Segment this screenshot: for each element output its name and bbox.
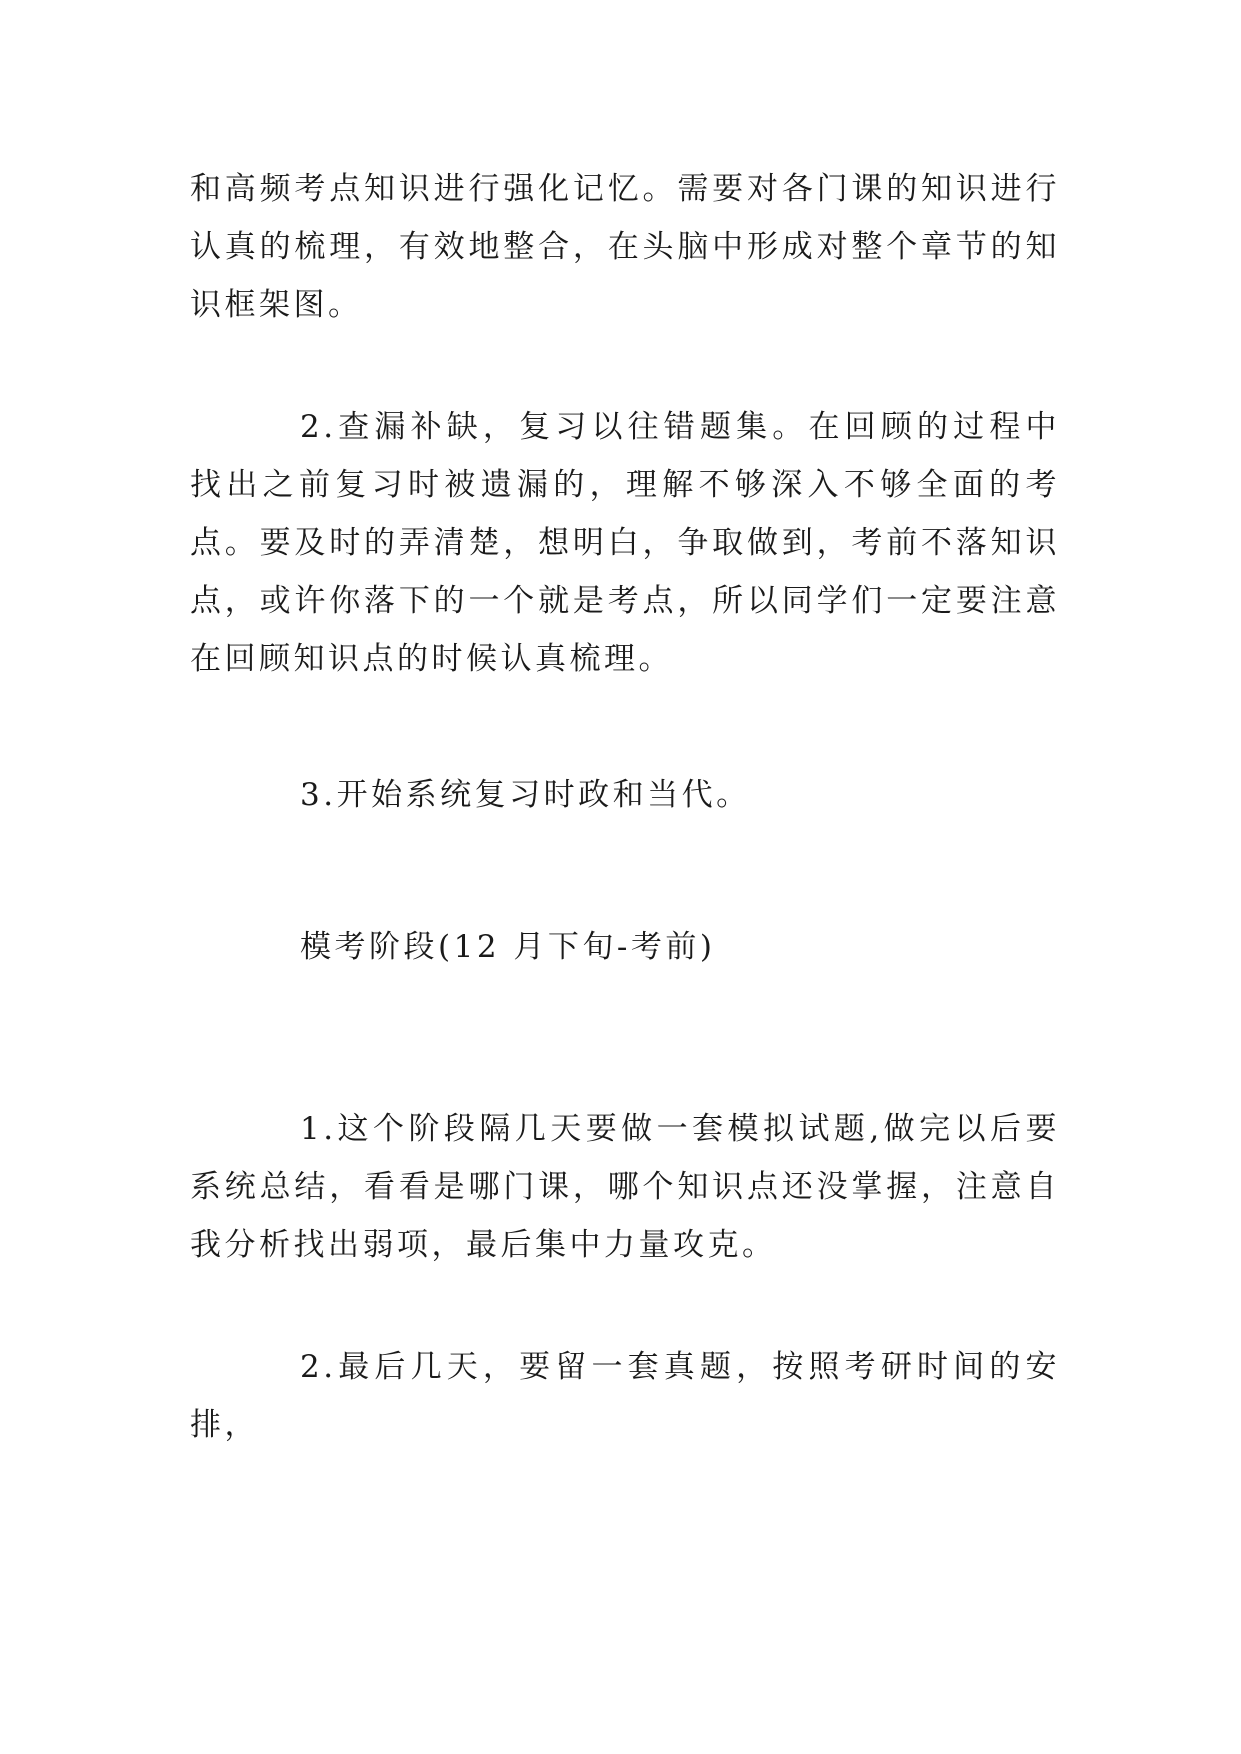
paragraph-item-3-current-affairs: 3.开始系统复习时政和当代。 — [300, 777, 751, 813]
paragraph-continuation: 和高频考点知识进行强化记忆。需要对各门课的知识进行认真的梳理，有效地整合，在头脑中形成对整个章节的知识框架图。 — [190, 171, 1060, 323]
paragraph-item-2-final-days: 2.最后几天，要留一套真题，按照考研时间的安排， — [190, 1349, 1060, 1443]
paragraph-item-1-mock-tests: 1.这个阶段隔几天要做一套模拟试题,做完以后要系统总结，看看是哪门课，哪个知识点还没掌握，注意自我分析找出弱项，最后集中力量攻克。 — [190, 1111, 1060, 1263]
section-heading-mock-exam-stage: 模考阶段(12 月下旬-考前) — [300, 929, 716, 965]
paragraph-item-2-review-gaps: 2.查漏补缺，复习以往错题集。在回顾的过程中找出之前复习时被遗漏的，理解不够深入不够全面的考点。要及时的弄清楚，想明白，争取做到，考前不落知识点，或许你落下的一个就是考点，所以同学们一定要注意在回顾知识点的时候认真梳理。 — [190, 409, 1060, 677]
